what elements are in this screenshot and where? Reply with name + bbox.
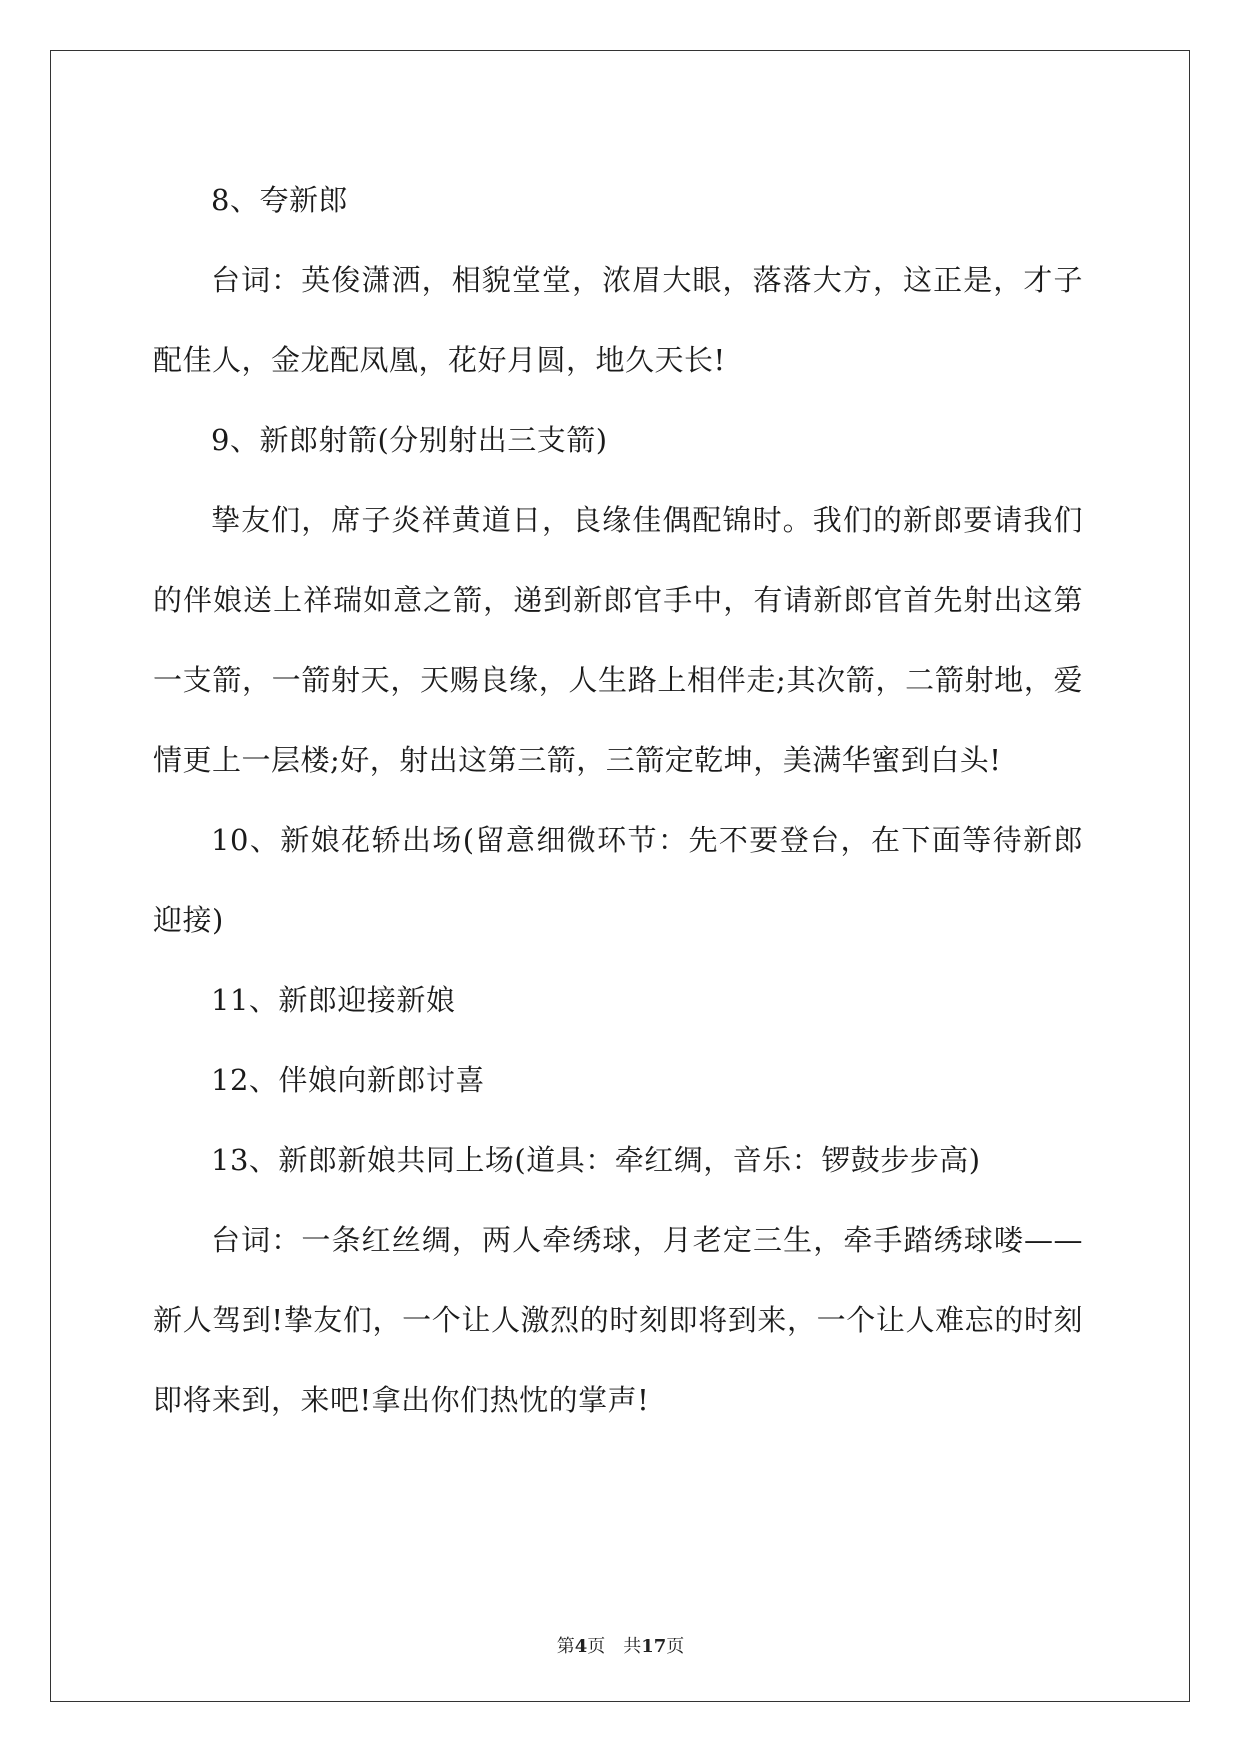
total-pages-number: 17 <box>641 1636 667 1657</box>
dialogue-paragraph: 台词：一条红丝绸，两人牵绣球，月老定三生，牵手踏绣球喽——新人驾到!挚友们，一个让人激烈的时刻即将到来，一个让人难忘的时刻即将来到，来吧!拿出你们热忱的掌声! <box>153 1223 1083 1417</box>
page-footer <box>0 1632 1241 1658</box>
section-heading-9: 9、新郎射箭(分别射出三支箭) <box>211 423 608 457</box>
current-page-number: 4 <box>574 1636 588 1657</box>
footer-prefix: 第 <box>556 1636 575 1657</box>
section-heading-8: 8、夸新郎 <box>211 183 348 217</box>
section-heading-13: 13、新郎新娘共同上场(道具：牵红绸，音乐：锣鼓步步高) <box>211 1143 981 1177</box>
dialogue-paragraph: 台词：英俊潇洒，相貌堂堂，浓眉大眼，落落大方，这正是，才子配佳人，金龙配凤凰，花好月圆，地久天长! <box>153 263 1083 377</box>
section-heading-12: 12、伴娘向新郎讨喜 <box>211 1063 485 1097</box>
footer-suffix: 页 <box>666 1636 685 1657</box>
footer-mid: 页 共 <box>587 1636 642 1657</box>
document-body <box>153 160 1083 1440</box>
body-paragraph: 挚友们，席子炎祥黄道日，良缘佳偶配锦时。我们的新郎要请我们的伴娘送上祥瑞如意之箭，递到新郎官手中，有请新郎官首先射出这第一支箭，一箭射天，天赐良缘，人生路上相伴走;其次箭，二箭射地，爱情更上一层楼;好，射出这第三箭，三箭定乾坤，美满华蜜到白头! <box>153 503 1083 777</box>
section-heading-11: 11、新郎迎接新娘 <box>211 983 456 1017</box>
section-heading-10: 10、新娘花轿出场(留意细微环节：先不要登台，在下面等待新郎迎接) <box>153 823 1083 937</box>
